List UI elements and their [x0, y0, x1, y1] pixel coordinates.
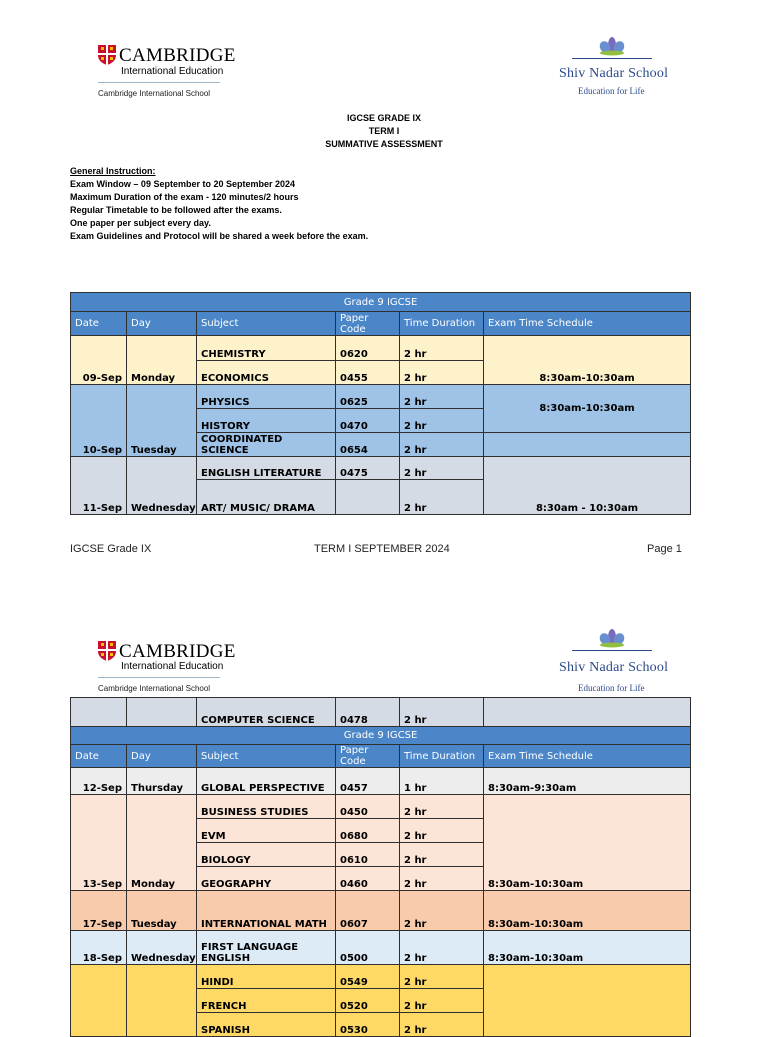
duration-cell: 2 hr	[400, 1013, 484, 1037]
schedule-cell-empty	[484, 433, 691, 457]
col-time-duration: Time Duration	[400, 312, 484, 336]
shiv-nadar-tagline: Education for Life	[578, 86, 645, 96]
subject-line: FIRST LANGUAGE	[201, 942, 299, 953]
title-grade: IGCSE GRADE IX	[346, 113, 421, 123]
duration-cell: 2 hr	[400, 698, 484, 727]
general-instructions	[70, 165, 368, 243]
schedule-cell: 8:30am-10:30am	[484, 931, 691, 965]
duration-cell: 2 hr	[400, 989, 484, 1013]
lotus-icon	[596, 36, 628, 56]
instruction-line: Regular Timetable to be followed after the exams.	[70, 205, 282, 215]
code-cell: 0450	[336, 795, 400, 819]
code-cell: 0478	[336, 698, 400, 727]
shiv-divider	[572, 58, 652, 59]
date-cell: 10-Sep	[71, 385, 127, 457]
subject-cell: ART/ MUSIC/ DRAMA	[197, 480, 336, 515]
code-cell: 0610	[336, 843, 400, 867]
instructions-heading: General Instruction:	[70, 166, 156, 176]
subject-cell: GLOBAL PERSPECTIVE	[197, 768, 336, 795]
duration-cell: 2 hr	[400, 433, 484, 457]
subject-cell: SPANISH	[197, 1013, 336, 1037]
cambridge-name: CAMBRIDGE	[119, 641, 236, 662]
shiv-nadar-tagline: Education for Life	[578, 683, 645, 693]
cambridge-shield-icon	[97, 640, 117, 662]
table-row	[71, 891, 691, 931]
code-cell: 0530	[336, 1013, 400, 1037]
table-row	[71, 931, 691, 965]
subject-cell: CHEMISTRY	[197, 336, 336, 361]
table-row	[71, 457, 691, 480]
col-day: Day	[127, 312, 197, 336]
code-cell: 0475	[336, 457, 400, 480]
duration-cell: 2 hr	[400, 931, 484, 965]
duration-cell: 2 hr	[400, 457, 484, 480]
day-cell: Wednesday	[127, 931, 197, 965]
duration-cell: 2 hr	[400, 336, 484, 361]
schedule-cell: 8:30am-9:30am	[484, 768, 691, 795]
code-cell: 0457	[336, 768, 400, 795]
day-cell: Monday	[127, 795, 197, 891]
schedule-cell: 8:30am - 10:30am	[484, 457, 691, 515]
day-cell-empty	[127, 698, 197, 727]
duration-cell: 2 hr	[400, 480, 484, 515]
subject-cell: INTERNATIONAL MATH	[197, 891, 336, 931]
cambridge-divider	[98, 82, 220, 83]
schedule-cell-empty	[484, 698, 691, 727]
duration-cell: 2 hr	[400, 819, 484, 843]
day-cell: Thursday	[127, 768, 197, 795]
table-row	[71, 385, 691, 409]
date-cell: 17-Sep	[71, 891, 127, 931]
subject-cell: GEOGRAPHY	[197, 867, 336, 891]
code-cell: 0680	[336, 819, 400, 843]
date-cell: 09-Sep	[71, 336, 127, 385]
date-cell: 12-Sep	[71, 768, 127, 795]
subject-cell: ECONOMICS	[197, 361, 336, 385]
duration-cell: 2 hr	[400, 385, 484, 409]
cambridge-subtitle: International Education	[121, 661, 224, 672]
title-term: TERM I	[368, 126, 400, 136]
code-cell	[336, 480, 400, 515]
date-cell: 18-Sep	[71, 931, 127, 965]
table-row	[71, 336, 691, 361]
duration-cell: 2 hr	[400, 795, 484, 819]
code-cell: 0620	[336, 336, 400, 361]
exam-schedule-table-page1	[70, 292, 691, 515]
subject-line: ENGLISH	[201, 953, 251, 964]
schedule-cell-empty	[484, 965, 691, 1037]
table-row	[71, 768, 691, 795]
instruction-line: One paper per subject every day.	[70, 218, 211, 228]
subject-cell: HINDI	[197, 965, 336, 989]
day-cell: Wednesday	[127, 457, 197, 515]
schedule-cell: 8:30am-10:30am	[484, 336, 691, 385]
col-date: Date	[71, 745, 127, 768]
cambridge-divider	[98, 677, 220, 678]
code-cell: 0520	[336, 989, 400, 1013]
code-cell: 0654	[336, 433, 400, 457]
group-header: Grade 9 IGCSE	[71, 293, 691, 312]
col-time-duration: Time Duration	[400, 745, 484, 768]
footer-page-number: Page 1	[647, 543, 682, 555]
date-cell: 13-Sep	[71, 795, 127, 891]
date-cell-empty	[71, 965, 127, 1037]
group-header-row	[71, 293, 691, 312]
subject-cell: HISTORY	[197, 409, 336, 433]
instruction-line: Exam Guidelines and Protocol will be shared a week before the exam.	[70, 231, 369, 241]
footer-center: TERM I SEPTEMBER 2024	[314, 543, 450, 555]
table-row	[71, 965, 691, 989]
day-cell: Monday	[127, 336, 197, 385]
table-row	[71, 698, 691, 727]
column-header-row	[71, 312, 691, 336]
date-cell-empty	[71, 698, 127, 727]
duration-cell: 2 hr	[400, 843, 484, 867]
col-subject: Subject	[197, 312, 336, 336]
code-cell: 0625	[336, 385, 400, 409]
column-header-row	[71, 745, 691, 768]
day-cell-empty	[127, 965, 197, 1037]
footer-left: IGCSE Grade IX	[70, 543, 152, 555]
code-cell: 0470	[336, 409, 400, 433]
shiv-divider	[572, 650, 652, 651]
shiv-nadar-name: Shiv Nadar School	[559, 660, 669, 675]
day-cell: Tuesday	[127, 385, 197, 457]
code-cell: 0607	[336, 891, 400, 931]
instruction-line: Maximum Duration of the exam - 120 minutes/2 hours	[70, 192, 299, 202]
cambridge-shield-icon	[97, 44, 117, 66]
table-row	[71, 795, 691, 819]
subject-cell: FRENCH	[197, 989, 336, 1013]
col-day: Day	[127, 745, 197, 768]
duration-cell: 2 hr	[400, 361, 484, 385]
exam-schedule-table-page2	[70, 697, 691, 1037]
duration-cell: 2 hr	[400, 965, 484, 989]
col-paper-code: Paper Code	[336, 745, 400, 768]
schedule-cell: 8:30am-10:30am	[484, 385, 691, 433]
group-header: Grade 9 IGCSE	[71, 727, 691, 745]
col-subject: Subject	[197, 745, 336, 768]
code-cell: 0455	[336, 361, 400, 385]
code-cell: 0549	[336, 965, 400, 989]
code-cell: 0460	[336, 867, 400, 891]
col-exam-time-schedule: Exam Time Schedule	[484, 312, 691, 336]
duration-cell: 1 hr	[400, 768, 484, 795]
cambridge-school: Cambridge International School	[98, 684, 211, 693]
group-header-row	[71, 727, 691, 745]
subject-cell: COORDINATED SCIENCE	[197, 433, 336, 457]
subject-cell: ENGLISH LITERATURE	[197, 457, 336, 480]
date-cell: 11-Sep	[71, 457, 127, 515]
subject-cell: COMPUTER SCIENCE	[197, 698, 336, 727]
cambridge-subtitle: International Education	[121, 66, 224, 77]
col-date: Date	[71, 312, 127, 336]
subject-cell: EVM	[197, 819, 336, 843]
shiv-nadar-name: Shiv Nadar School	[559, 66, 669, 81]
lotus-icon	[596, 628, 628, 648]
subject-cell: BUSINESS STUDIES	[197, 795, 336, 819]
duration-cell: 2 hr	[400, 891, 484, 931]
subject-cell: PHYSICS	[197, 385, 336, 409]
cambridge-name: CAMBRIDGE	[119, 45, 236, 66]
code-cell: 0500	[336, 931, 400, 965]
col-exam-time-schedule: Exam Time Schedule	[484, 745, 691, 768]
instruction-line: Exam Window – 09 September to 20 September 2024	[70, 179, 296, 189]
title-assessment: SUMMATIVE ASSESSMENT	[325, 139, 443, 149]
duration-cell: 2 hr	[400, 867, 484, 891]
col-paper-code: Paper Code	[336, 312, 400, 336]
duration-cell: 2 hr	[400, 409, 484, 433]
schedule-cell: 8:30am-10:30am	[484, 795, 691, 891]
cambridge-school: Cambridge International School	[98, 89, 211, 98]
subject-cell: BIOLOGY	[197, 843, 336, 867]
day-cell: Tuesday	[127, 891, 197, 931]
schedule-cell: 8:30am-10:30am	[484, 891, 691, 931]
subject-cell	[197, 931, 336, 965]
